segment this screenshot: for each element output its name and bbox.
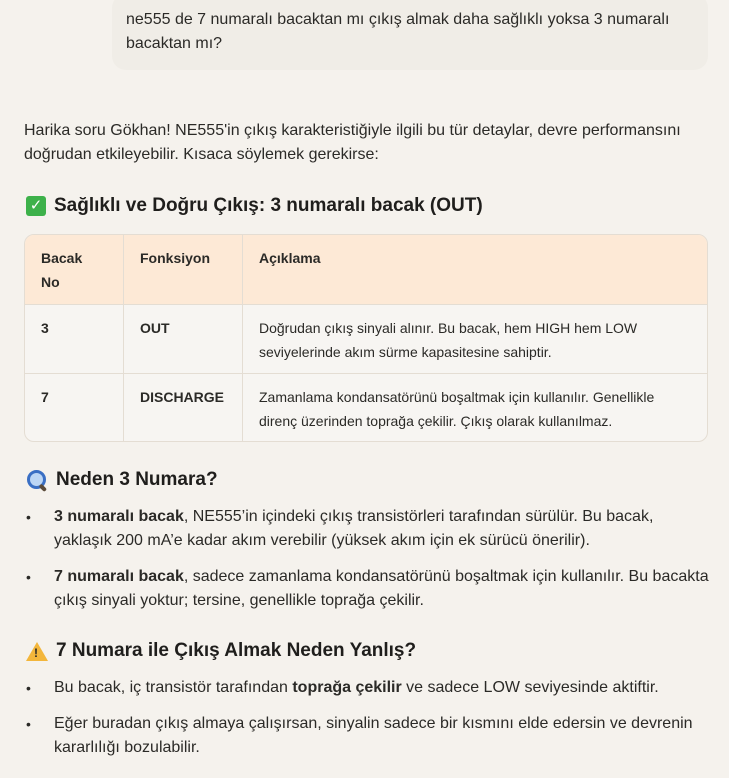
column-header-function: Fonksiyon [124,235,243,304]
section-heading-output [26,195,483,217]
cell-function: OUT [124,304,243,373]
why-3-list [24,505,714,625]
user-message-bubble [112,0,708,70]
pin-table [24,234,708,442]
column-header-pin: Bacak No [25,235,124,304]
cell-function: DISCHARGE [124,373,243,442]
table-row [25,304,707,373]
cell-description: Zamanlama kondansatörünü boşaltmak için kullanılır. Genellikle direnç üzerinden toprağa çekilir. Çıkış olarak kullanılmaz. [259,388,655,429]
cell-pin: 7 [25,373,124,442]
list-item: • Eğer buradan çıkış almaya çalışırsan, sinyalin sadece bir kısmını elde edersin ve devrenin kararlılığı bozulabilir. [24,712,714,760]
list-item: • 7 numaralı bacak, sadece zamanlama kondansatörünü boşaltmak için kullanılır. Bu bacakta çıkış sinyali yoktur; tersine, genellikle toprağa çekilir. [24,565,714,613]
why-not-7-list [24,676,714,772]
cell-pin: 3 [25,304,124,373]
magnifier-icon [26,469,48,491]
section-heading-text: Sağlıklı ve Doğru Çıkış: 3 numaralı bacak (OUT) [54,195,483,216]
list-item: • Bu bacak, iç transistör tarafından toprağa çekilir ve sadece LOW seviyesinde aktiftir. [24,676,714,700]
user-message-text: ne555 de 7 numaralı bacaktan mı çıkış almak daha sağlıklı yoksa 3 numaralı bacaktan mı? [126,11,670,52]
section-heading-text: Neden 3 Numara? [56,469,218,490]
column-header-description: Açıklama [259,250,321,266]
table-header-row [25,235,707,304]
cell-description: Doğrudan çıkış sinyali alınır. Bu bacak, hem HIGH hem LOW seviyelerinde akım sürme kapasitesine sahiptir. [259,319,638,360]
warning-icon: ! [26,642,48,661]
section-heading-text: 7 Numara ile Çıkış Almak Neden Yanlış? [56,640,417,661]
list-item: • 3 numaralı bacak, NE555’in içindeki çıkış transistörleri tarafından sürülür. Bu bacak, yaklaşık 200 mA’e kadar akım verebilir (yüksek akım için ek sürücü önerilir). [24,505,714,553]
check-mark-icon: ✓ [26,196,46,216]
section-heading-why-3 [26,469,218,491]
section-heading-why-not-7 [26,640,416,662]
table-row [25,373,707,442]
assistant-intro: Harika soru Gökhan! NE555'in çıkış karakteristiğiyle ilgili bu tür detaylar, devre performansını doğrudan etkileyebilir. Kısaca söylemek gerekirse: [24,122,681,163]
